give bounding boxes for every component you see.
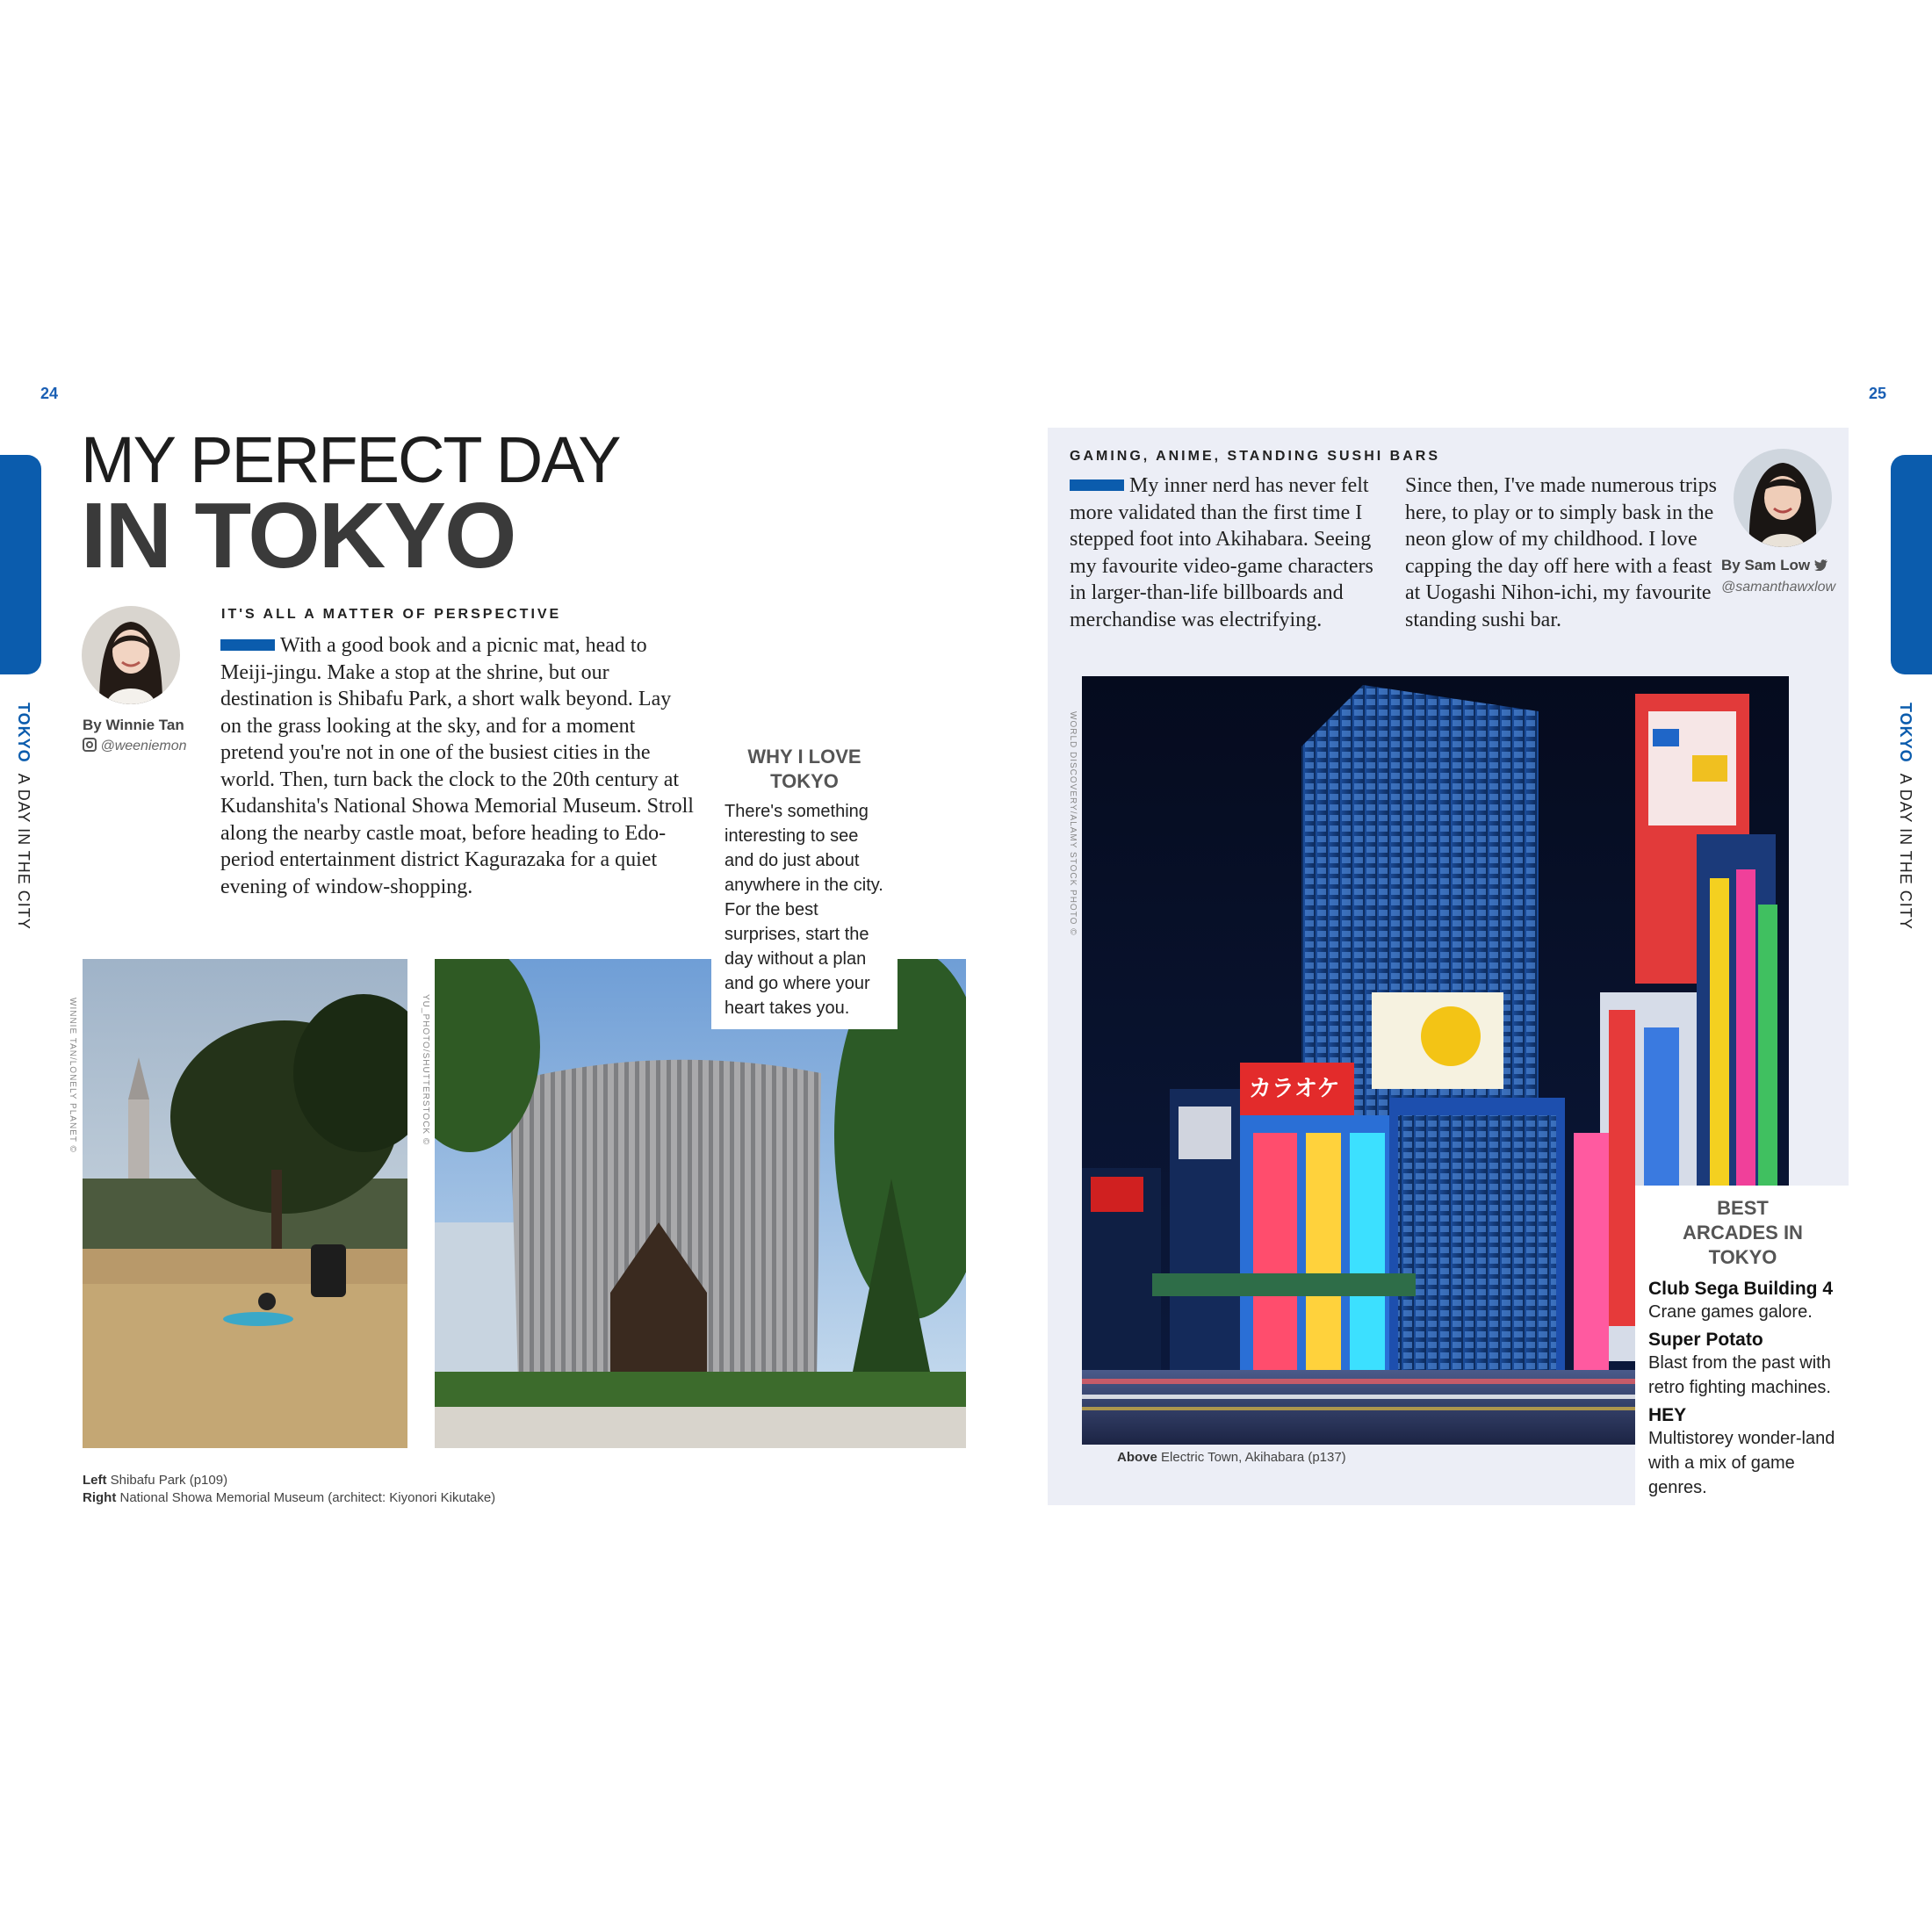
arcade-desc: Blast from the past with retro fighting machines. xyxy=(1648,1353,1831,1397)
page-title-line2: IN TOKYO xyxy=(81,484,515,588)
article-body xyxy=(220,632,695,900)
caption-label: Above xyxy=(1117,1450,1157,1465)
article-kicker: GAMING, ANIME, STANDING SUSHI BARS xyxy=(1070,449,1441,464)
photo-shibafu-park xyxy=(83,959,407,1448)
photo-caption xyxy=(83,1472,697,1507)
article-body-col1-text: My inner nerd has never felt more validated than the first time I stepped foot into Akihabara. Seeing my favourite video-game characters in larger-than-life billboards and merchandise was electrifying. xyxy=(1070,474,1373,631)
page-number-right: 25 xyxy=(1869,385,1887,402)
arcade-desc: Crane games galore. xyxy=(1648,1302,1813,1322)
avatar xyxy=(1734,449,1832,547)
photo-caption xyxy=(1117,1449,1346,1467)
article-body-col1 xyxy=(1070,472,1386,633)
twitter-icon xyxy=(1814,558,1827,575)
side-label-left xyxy=(14,703,32,930)
author-handle[interactable]: @samanthawxlow xyxy=(1721,580,1836,595)
side-label-city: TOKYO xyxy=(15,703,32,763)
page-number-left: 24 xyxy=(40,385,59,402)
photo-credit: WINNIE TAN/LONELY PLANET © xyxy=(68,998,77,1153)
caption-left: Shibafu Park (p109) xyxy=(110,1473,228,1488)
side-label-section: A DAY IN THE CITY xyxy=(1897,773,1914,930)
page-title-line1: MY PERFECT DAY xyxy=(81,423,620,496)
accent-bar xyxy=(220,639,275,651)
caption-right-label: Right xyxy=(83,1490,117,1505)
caption-text: Electric Town, Akihabara (p137) xyxy=(1161,1450,1346,1465)
photo-credit: YU_PHOTO/SHUTTERSTOCK © xyxy=(421,994,430,1146)
author-name xyxy=(1721,557,1827,575)
author-name-text: By Sam Low xyxy=(1721,557,1811,573)
box-title: WHY I LOVE TOKYO xyxy=(747,746,861,792)
article-kicker: IT'S ALL A MATTER OF PERSPECTIVE xyxy=(221,607,562,622)
side-label-right xyxy=(1896,703,1914,930)
side-label-city: TOKYO xyxy=(1897,703,1914,763)
photo-credit: WORLD DISCOVERY/ALAMY STOCK PHOTO © xyxy=(1068,711,1078,936)
billboard-text: カラオケ xyxy=(1249,1076,1340,1102)
arcade-desc: Multistorey wonder-land with a mix of game genres. xyxy=(1648,1429,1835,1497)
box-text: There's something interesting to see and do just about anywhere in the city. For the best surprises, start the day without a plan and go where your heart takes you. xyxy=(724,802,883,1018)
best-arcades-box xyxy=(1635,1186,1850,1519)
section-tab-left xyxy=(0,455,41,674)
section-tab-right xyxy=(1891,455,1932,674)
arcade-name: Super Potato xyxy=(1648,1330,1763,1350)
article-body-col2: Since then, I've made numerous trips here, to play or to simply bask in the neon glow of my childhood. I love capping the day off here with a feast at Uogashi Nihon-ichi, my favourite standing sushi bar. xyxy=(1405,474,1717,631)
caption-right: National Showa Memorial Museum (architect: Kiyonori Kikutake) xyxy=(119,1490,496,1505)
author-handle-text: @weeniemon xyxy=(100,739,187,753)
photo-showa-museum xyxy=(435,959,966,1448)
avatar xyxy=(82,606,180,704)
caption-left-label: Left xyxy=(83,1473,107,1488)
article-body-text: With a good book and a picnic mat, head to Meiji-jingu. Make a stop at the shrine, but our destination is Shibafu Park, a short walk beyond. Lay on the grass looking at the sky, and for a moment pretend you're not in one of the busiest cities in the world. Then, turn back the clock to the 20th century at Kudanshita's National Showa Memorial Museum. Stroll along the nearby castle moat, before heading to Edo-period entertainment district Kagurazaka for a quiet evening of window-shopping. xyxy=(220,634,694,898)
instagram-icon xyxy=(83,738,97,752)
why-i-love-tokyo-box xyxy=(711,729,898,1029)
arcades-title: BEST ARCADES IN TOKYO xyxy=(1683,1197,1803,1268)
arcade-name: HEY xyxy=(1648,1405,1687,1425)
accent-bar xyxy=(1070,479,1124,491)
arcade-name: Club Sega Building 4 xyxy=(1648,1279,1834,1299)
author-name: By Winnie Tan xyxy=(83,717,184,733)
author-handle[interactable] xyxy=(83,738,187,754)
arcade-list xyxy=(1648,1279,1840,1500)
side-label-section: A DAY IN THE CITY xyxy=(15,773,32,930)
